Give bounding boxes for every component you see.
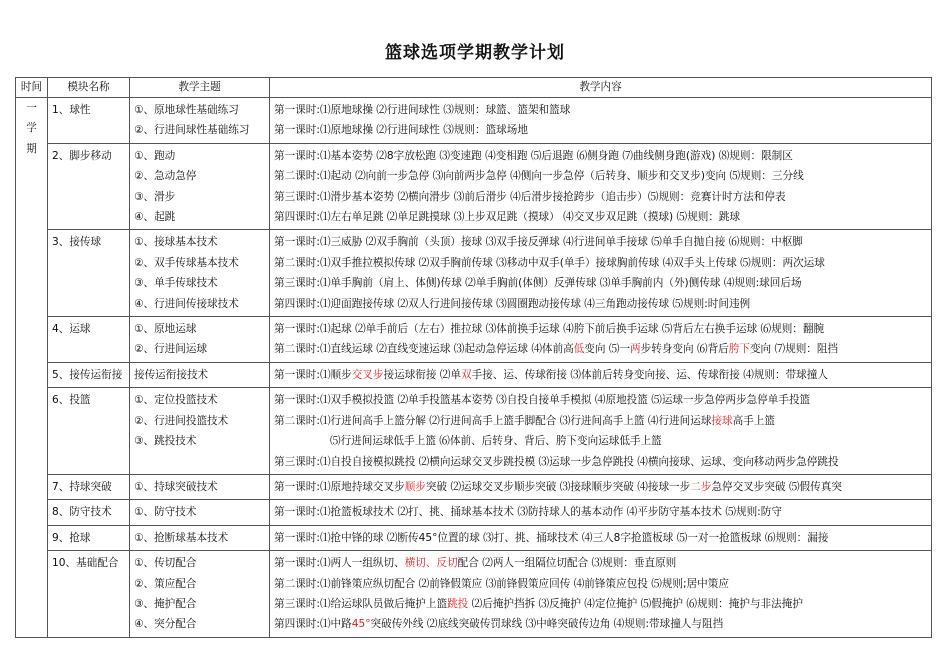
lesson-line: [274, 553, 927, 573]
lesson-text: 第一课时:⑴双手模拟投篮 ⑵单手投篮基本姿势 ⑶自投自接单手模拟 ⑷原地投篮 ⑸运球一步急停两步急停单手投篮: [274, 394, 811, 407]
lesson-text: 第二课时:⑴前锋策应纵切配合 ⑵前锋假策应 ⑶前锋假策应回传 ⑷前锋策应包投 ⑸规则;居中策应: [274, 577, 729, 590]
lesson-line: [274, 411, 927, 431]
theme-item: ②、急动急停: [134, 170, 197, 183]
theme-item: ②、行进间球性基础练习: [134, 124, 250, 137]
theme-item: ②、行进间运球: [134, 343, 208, 356]
period-char: 期: [26, 142, 37, 155]
theme-item: ②、行进间投篮技术: [134, 414, 229, 427]
content-cell: [270, 98, 932, 144]
module-name: [48, 500, 130, 525]
module-label: 4、运球: [52, 323, 91, 336]
table-row: [16, 474, 932, 499]
lesson-line: [274, 574, 927, 594]
table-header-row: [16, 78, 932, 98]
theme-cell: [130, 551, 270, 638]
module-label: 5、接传运衔接: [52, 368, 123, 381]
lesson-line: [274, 253, 927, 273]
lesson-text: 第二课时:⑴行进间高手上篮分解 ⑵行进间高手上篮手脚配合 ⑶行进间高手上篮 ⑷行进间运球: [274, 414, 712, 427]
theme-item: 接传运衔接技术: [134, 368, 209, 381]
lesson-text: 第一课时:⑴基本姿势 ⑵8字放松跑 ⑶变速跑 ⑷变相跑 ⑸后退跑 ⑹侧身跑 ⑺曲线侧身跑(游戏) ⑻规则：限制区: [274, 149, 793, 162]
lesson-text: 第一课时:⑴顺步: [274, 368, 352, 381]
module-name: [48, 525, 130, 550]
content-cell: [270, 551, 932, 638]
lesson-text: 第一课时:⑴原地球操 ⑵行进间球性 ⑶规则：球篮、篮架和篮球: [274, 104, 571, 116]
theme-item: ①、原地球性基础练习: [134, 104, 239, 116]
highlighted-text: 接球: [711, 414, 733, 427]
table-row: [16, 362, 932, 387]
lesson-line: [274, 207, 927, 227]
theme-cell: [130, 98, 270, 144]
module-label: 3、接传球: [52, 236, 102, 249]
table-body: [16, 98, 932, 638]
theme-item: ④、突分配合: [134, 618, 197, 631]
content-cell: [270, 500, 932, 525]
theme-item: ④、行进间传接球技术: [134, 297, 239, 310]
lesson-text: 第一课时:⑴抢中锋的球 ⑵断传45°位置的球 ⑶打、挑、捅球技术 ⑷三人8字抢篮板球 ⑸一对一抢篮板球 ⑹规则：漏接: [274, 531, 829, 544]
lesson-line: [274, 100, 927, 120]
module-label: 7、持球突破: [52, 480, 112, 493]
lesson-text: ⑵后掩护挡拆 ⑶反掩护 ⑷定位掩护 ⑸假掩护 ⑹规则：掩护与非法掩护: [468, 597, 803, 610]
lesson-line: [274, 528, 927, 548]
lesson-text: 第一课时:⑴起球 ⑵单手前后（左右）推拉球 ⑶体前换手运球 ⑷胯下前后换手运球 ⑸背后左右换手运球 ⑹规则：翻腕: [274, 323, 825, 336]
lesson-line: [274, 187, 927, 207]
lesson-text: 第三课时:⑴自投自接模拟跳投 ⑵横向运球交叉步跳投模 ⑶运球一步急停跳投 ⑷横向接球、运球、变向移动两步急停跳投: [274, 455, 839, 468]
lesson-text: 步转身变向 ⑹背后: [640, 343, 729, 356]
theme-item: ②、双手传球基本技术: [134, 256, 239, 269]
lesson-text: 第三课时:⑴单手胸前（肩上、体侧)传球 ⑵单手胸前(体侧）反弹传球 ⑶单手胸前内（外)侧传球 ⑷规则:球回后场: [274, 277, 802, 290]
lesson-line: [274, 452, 927, 472]
module-label: 6、投篮: [52, 394, 91, 407]
period-char: 一: [26, 102, 37, 114]
table-row: [16, 98, 932, 144]
table-row: [16, 143, 932, 230]
table-row: [16, 525, 932, 550]
theme-cell: [130, 500, 270, 525]
highlighted-text: 胯下: [728, 343, 750, 356]
header-module: 模块名称: [48, 78, 130, 98]
page-title: 篮球选项学期教学计划: [385, 43, 565, 63]
theme-item: ②、策应配合: [134, 577, 197, 590]
lesson-line: [274, 614, 927, 634]
lesson-line: [274, 339, 927, 359]
lesson-text: 第二课时:⑴直线运球 ⑵直线变速运球 ⑶起动急停运球 ⑷体前高: [274, 343, 574, 356]
highlighted-text: 45°: [351, 618, 371, 631]
lesson-line: [274, 502, 927, 522]
lesson-text: ⑸行进间运球低手上篮 ⑹体前、后转身、背后、胯下变向运球低手上篮: [330, 435, 662, 448]
lesson-text: 第一课时:⑴两人一组纵切、: [274, 557, 405, 570]
highlighted-text: 交叉步: [351, 368, 384, 381]
module-label: 8、防守技术: [52, 506, 112, 519]
highlighted-text: 横切、反切: [404, 557, 458, 570]
theme-cell: [130, 143, 270, 230]
module-name: [48, 317, 130, 363]
theme-item: ①、接球基本技术: [134, 236, 218, 249]
theme-cell: [130, 474, 270, 499]
content-cell: [270, 362, 932, 387]
lesson-text: 第三课时:⑴给运球队员做后掩护上篮: [274, 597, 448, 610]
lesson-text: 手接、运、传球衔接 ⑶体前后转身变向接、运、传球衔接 ⑷规则：带球撞人: [471, 368, 828, 381]
theme-cell: [130, 317, 270, 363]
module-label: 2、脚步移动: [52, 149, 112, 162]
content-cell: [270, 525, 932, 550]
module-name: [48, 474, 130, 499]
theme-item: ①、原地运球: [134, 323, 197, 336]
theme-item: ③、滑步: [134, 190, 176, 203]
highlighted-text: 两: [630, 343, 641, 356]
lesson-line: [274, 390, 927, 410]
header-content: 教学内容: [270, 78, 932, 98]
lesson-text: 配合 ⑵两人一组隔位切配合 ⑶规则：垂直原则: [457, 557, 677, 570]
lesson-text: 接运球衔接 ⑵单: [383, 368, 462, 381]
content-cell: [270, 388, 932, 475]
highlighted-text: 二步: [690, 480, 712, 493]
highlighted-text: 双: [461, 368, 472, 381]
module-name: [48, 98, 130, 144]
lesson-text: 第二课时:⑴双手推拉模拟传球 ⑵双手胸前传球 ⑶移动中双手(单手）接球胸前传球 ⑷双手头上传球 ⑸规则：两次运球: [274, 256, 825, 269]
theme-item: ③、掩护配合: [134, 597, 197, 610]
theme-cell: [130, 362, 270, 387]
lesson-text: 第一课时:⑴原地持球交叉步: [274, 480, 405, 493]
module-name: [48, 362, 130, 387]
period-cell: [16, 98, 48, 638]
lesson-text: 第四课时:⑴左右单足跳 ⑵单足跳摸球 ⑶上步双足跳（摸球） ⑷交叉步双足跳（摸球) ⑸规则：跳球: [274, 211, 741, 224]
theme-item: ①、传切配合: [134, 557, 197, 570]
lesson-line: [274, 120, 927, 140]
lesson-line: [274, 166, 927, 186]
theme-item: ①、持球突破技术: [134, 480, 218, 493]
lesson-line: [274, 477, 927, 497]
lesson-text: 高手上篮: [732, 414, 775, 427]
lesson-text: 第一课时:⑴三威胁 ⑵双手胸前（头顶）接球 ⑶双手接反弹球 ⑷行进间单手接球 ⑸单手自抛自接 ⑹规则：中枢脚: [274, 236, 803, 249]
lesson-line: [274, 594, 927, 614]
theme-item: ③、单手传球技术: [134, 277, 218, 290]
theme-cell: [130, 230, 270, 317]
module-name: [48, 230, 130, 317]
highlighted-text: 顺步: [404, 480, 426, 493]
content-cell: [270, 143, 932, 230]
module-label: 1、球性: [52, 104, 91, 116]
content-cell: [270, 474, 932, 499]
lesson-line: [274, 273, 927, 293]
module-label: 10、基础配合: [52, 557, 119, 570]
lesson-text: 第一课时:⑴原地球操 ⑵行进间球性 ⑶规则：篮球场地: [274, 124, 528, 137]
highlighted-text: 跳投: [447, 597, 469, 610]
lesson-text: 第三课时:⑴滑步基本姿势 ⑵横向滑步 ⑶前后滑步 ⑷后滑步接抢跨步（追击步）⑸规则：竞赛计时方法和停表: [274, 190, 786, 203]
table-row: [16, 388, 932, 475]
table-row: [16, 500, 932, 525]
teaching-plan-table: [15, 77, 932, 638]
lesson-line: [274, 365, 927, 385]
lesson-text: 第四课时:⑴中路: [274, 618, 352, 631]
lesson-line: [274, 232, 927, 252]
content-cell: [270, 230, 932, 317]
theme-item: ①、跑动: [134, 149, 176, 162]
theme-cell: [130, 525, 270, 550]
lesson-line: [274, 431, 927, 451]
table-row: [16, 230, 932, 317]
lesson-text: 变向 ⑺规则：阻挡: [749, 343, 839, 356]
highlighted-text: 低: [573, 343, 585, 356]
module-name: [48, 388, 130, 475]
lesson-text: 突破传外线 ⑵底线突破传罚球线 ⑶中峰突破传边角 ⑷规则:带球撞人与阻挡: [370, 618, 724, 631]
period-char: 学: [26, 122, 37, 135]
lesson-text: 突破 ⑵运球交叉步顺步突破 ⑶接球顺步突破 ⑷接球一步: [425, 480, 691, 493]
content-cell: [270, 317, 932, 363]
lesson-line: [274, 319, 927, 339]
theme-item: ④、起跳: [134, 211, 176, 224]
lesson-text: 急停交叉步突破 ⑸假传真突: [711, 480, 842, 493]
table-row: [16, 317, 932, 363]
header-time: 时间: [16, 78, 48, 98]
theme-cell: [130, 388, 270, 475]
lesson-text: 第四课时:⑴迎面跑接传球 ⑵双人行进间接传球 ⑶圆圈跑动接传球 ⑷三角跑动接传球 ⑸规则:时间违例: [274, 297, 751, 310]
theme-item: ①、抢断球基本技术: [134, 531, 229, 544]
theme-item: ③、跳投技术: [134, 435, 197, 448]
lesson-text: 第一课时:⑴抢篮板球技术 ⑵打、挑、捅球基本技术 ⑶防持球人的基本动作 ⑷平步防守基本技术 ⑸规则:防守: [274, 506, 782, 519]
lesson-text: 第二课时:⑴起动 ⑵向前一步急停 ⑶向前两步急停 ⑷侧向一步急停（后转身、顺步和交叉步)变向 ⑸规则：三分线: [274, 170, 804, 183]
module-name: [48, 143, 130, 230]
theme-item: ①、定位投篮技术: [134, 394, 218, 407]
module-name: [48, 551, 130, 638]
table-row: [16, 551, 932, 638]
lesson-line: [274, 294, 927, 314]
lesson-line: [274, 146, 927, 166]
header-theme: 教学主题: [130, 78, 270, 98]
theme-item: ①、防守技术: [134, 506, 197, 519]
lesson-text: 变向 ⑸一: [584, 343, 631, 356]
module-label: 9、抢球: [52, 531, 91, 544]
